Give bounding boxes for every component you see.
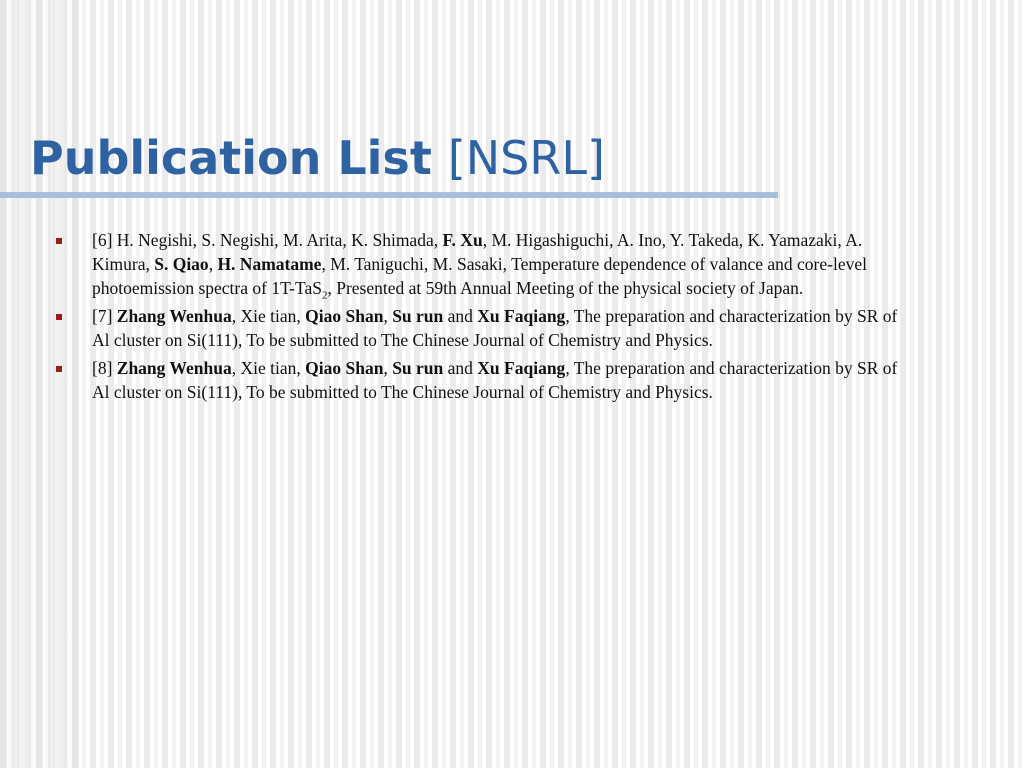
subscript: 2 (321, 289, 328, 302)
author-highlight: Xu Faqiang (477, 358, 566, 378)
publication-text (92, 306, 897, 350)
text-segment: , M. Higashiguchi, A. Ino, Y. Takeda, K. Yamazaki, A. Kimura, (92, 230, 863, 274)
slide-title (30, 128, 605, 188)
text-segment: , Xie tian, (231, 306, 306, 326)
title-main: Publication List (30, 131, 432, 185)
author-highlight: Qiao Shan (305, 358, 384, 378)
text-segment: , (383, 306, 393, 326)
bullet-icon (56, 366, 62, 372)
publication-list (52, 228, 912, 408)
text-segment: [8] (92, 358, 117, 378)
text-segment: and (443, 306, 478, 326)
author-highlight: Qiao Shan (305, 306, 384, 326)
author-highlight: F. Xu (442, 230, 483, 250)
publication-item (52, 356, 912, 404)
publication-item (52, 304, 912, 352)
text-segment: , Xie tian, (231, 358, 306, 378)
publication-item (52, 228, 912, 300)
text-segment: , (383, 358, 393, 378)
author-highlight: Xu Faqiang (477, 306, 566, 326)
text-segment: , The preparation and characterization by SR of Al cluster on Si(111), To be submitted to The Chinese Journal of Chemistry and Physics. (92, 306, 898, 350)
author-highlight: Zhang Wenhua (116, 358, 232, 378)
author-highlight: Zhang Wenhua (116, 306, 232, 326)
bullet-icon (56, 238, 62, 244)
text-segment: , The preparation and characterization by SR of Al cluster on Si(111), To be submitted to The Chinese Journal of Chemistry and Physics. (92, 358, 898, 402)
publication-text (92, 230, 867, 302)
author-highlight: S. Qiao (154, 254, 209, 274)
author-highlight: Su run (392, 358, 444, 378)
text-segment: , M. Taniguchi, M. Sasaki, Temperature dependence of valance and core-level photoemission spectra of 1T-TaS (92, 254, 867, 298)
author-highlight: H. Namatame (217, 254, 322, 274)
text-segment: , Presented at 59th Annual Meeting of the physical society of Japan. (327, 278, 804, 298)
title-underline (0, 192, 778, 198)
bullet-icon (56, 314, 62, 320)
publication-text (92, 358, 897, 402)
author-highlight: Su run (392, 306, 444, 326)
title-tag: [NSRL] (447, 131, 605, 185)
text-segment: and (443, 358, 478, 378)
text-segment: [7] (92, 306, 117, 326)
text-segment: , (208, 254, 218, 274)
text-segment: [6] H. Negishi, S. Negishi, M. Arita, K. Shimada, (92, 230, 443, 250)
